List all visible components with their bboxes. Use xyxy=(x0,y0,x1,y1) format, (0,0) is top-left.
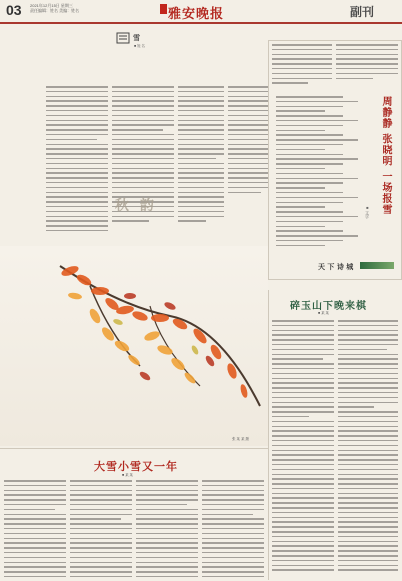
vertical-title-left: 冬日红叶别样红 xyxy=(29,262,42,346)
bottom-divider xyxy=(0,448,268,449)
bottom-left-headline: 大雪小雪又一年 xyxy=(94,460,178,473)
bottom-right-column-2 xyxy=(338,320,398,576)
sidebar-vertical-headline: 周静静 张晓明 一场报雪 xyxy=(380,96,391,215)
section-name: 副刊 xyxy=(350,5,375,19)
sidebar-top-text-2 xyxy=(336,44,398,88)
sidebar-subtitle: 天 下 诗 城 xyxy=(318,262,354,271)
bottom-left-column-3 xyxy=(136,480,198,578)
essay-column-3 xyxy=(178,86,224,236)
essay-byline: ■ 姓 名 xyxy=(134,44,146,48)
page-number: 03 xyxy=(6,2,22,18)
paper-logo-icon xyxy=(160,4,167,14)
bottom-right-headline: 碎玉山下晚来棋 xyxy=(290,301,367,312)
date-line: 2021年12月15日 星期三 xyxy=(30,3,73,8)
essay-title: 雪 xyxy=(133,33,140,42)
editor-line: 责任编辑：姓名 美编：姓名 xyxy=(30,8,80,13)
painting-credit: 张 某 某 摄 xyxy=(232,437,249,441)
autumn-leaves-painting xyxy=(0,246,268,446)
bottom-right-byline: ■ 某 某 xyxy=(318,311,330,315)
bottom-left-byline: ■ 某 某 xyxy=(122,473,134,477)
paper-title: 雅安晚报 xyxy=(168,7,225,22)
snowflake-icon xyxy=(116,32,130,44)
essay-column-1 xyxy=(46,86,108,236)
column-divider xyxy=(268,290,269,580)
sidebar-ornament xyxy=(360,262,394,269)
bottom-left-column-4 xyxy=(202,480,264,578)
bottom-left-column-2 xyxy=(70,480,132,578)
masthead-meta xyxy=(30,3,110,13)
sidebar-top-text-1 xyxy=(272,44,332,88)
masthead-rule xyxy=(0,22,402,24)
bottom-left-column-1 xyxy=(4,480,66,578)
sidebar-poem-text xyxy=(276,96,358,266)
essay-column-4 xyxy=(228,86,268,236)
center-calligraphy: 秋 韵 xyxy=(115,198,157,214)
sidebar-vertical-byline: ■ 文字 xyxy=(365,205,370,220)
bottom-right-column-1 xyxy=(272,320,334,576)
